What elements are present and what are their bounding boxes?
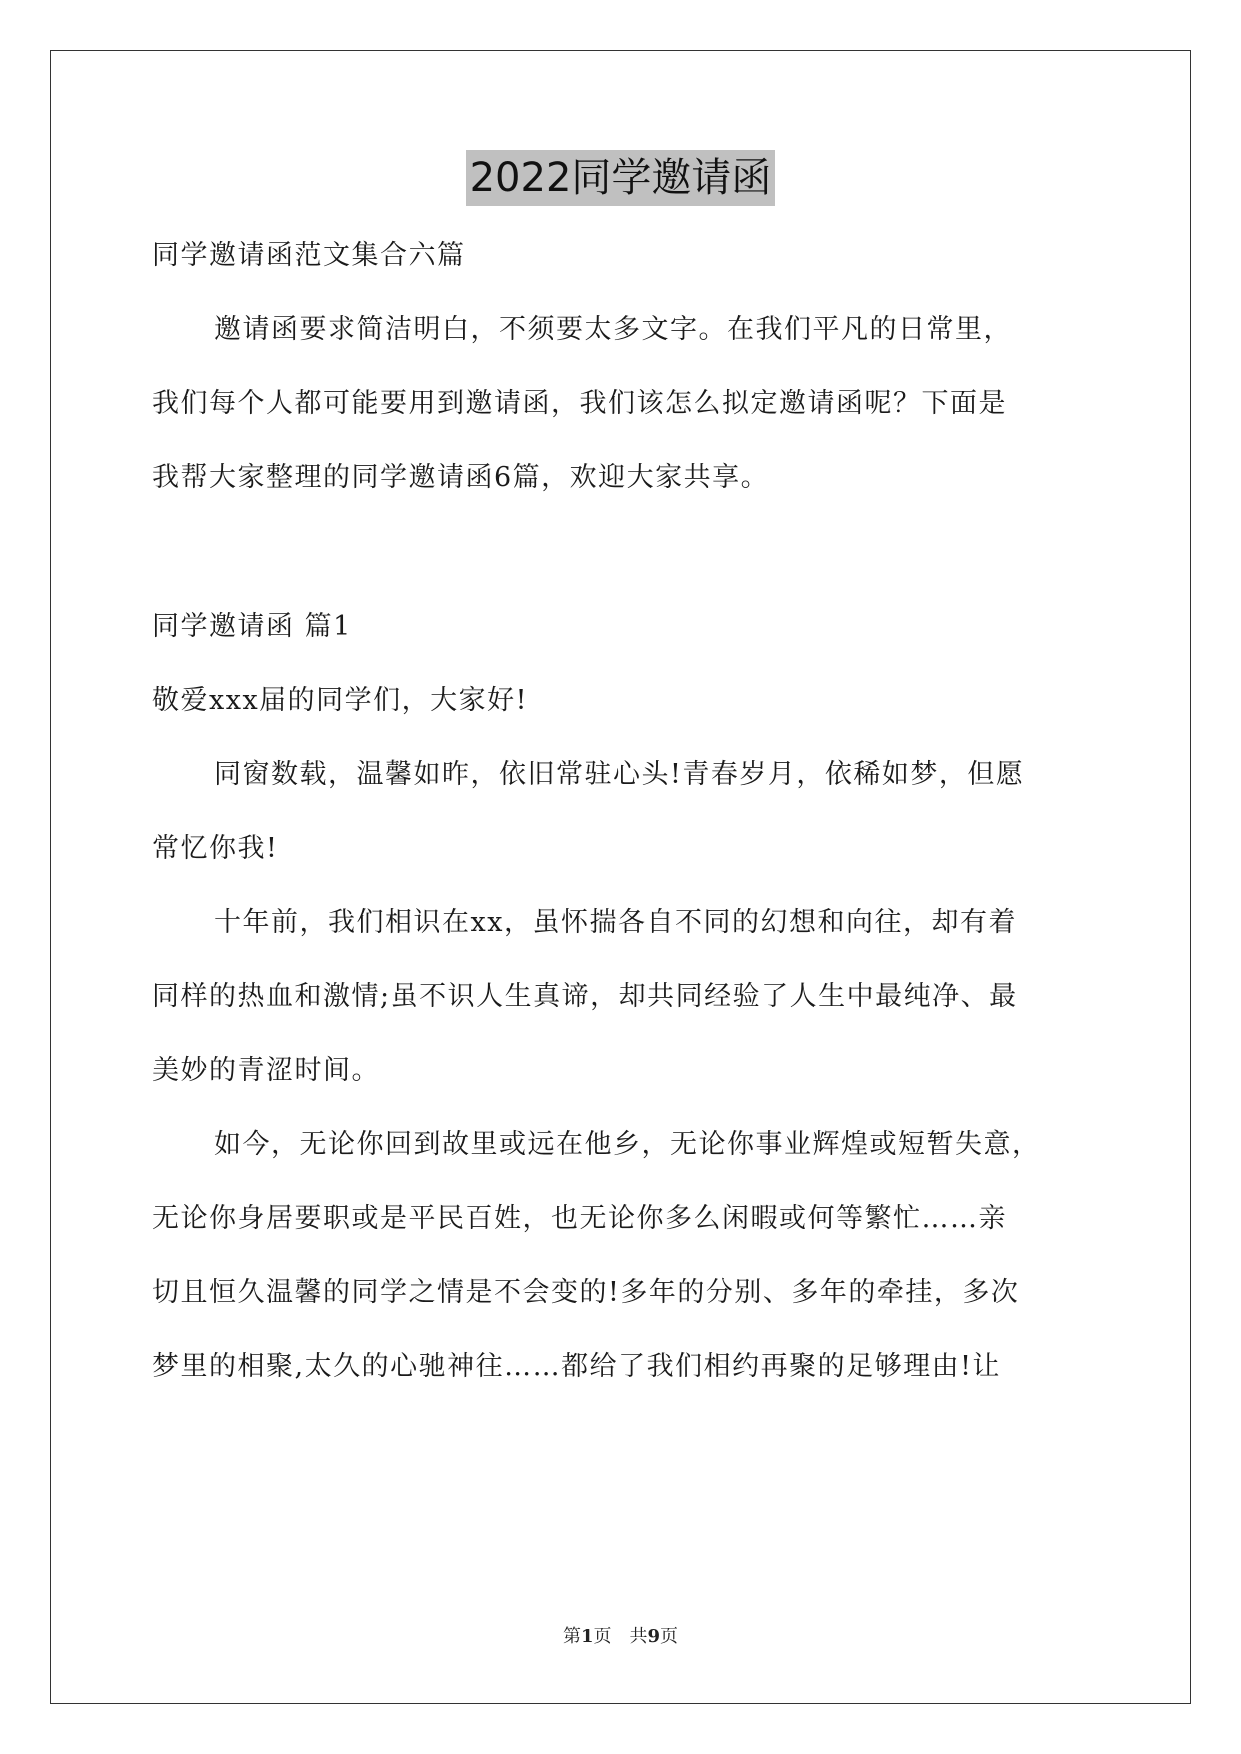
intro-line: 我帮大家整理的同学邀请函6篇，欢迎大家共享。 bbox=[152, 462, 770, 493]
footer-page-number: 1 bbox=[580, 1626, 594, 1647]
intro-line: 我们每个人都可能要用到邀请函，我们该怎么拟定邀请函呢？下面是 bbox=[152, 388, 1007, 419]
footer-total-pages: 9 bbox=[647, 1626, 661, 1647]
document-body bbox=[152, 236, 1092, 1387]
title-container bbox=[0, 150, 1241, 206]
body-line: 梦里的相聚,太久的心驰神往……都给了我们相约再聚的足够理由!让 bbox=[152, 1351, 1001, 1382]
section-heading: 同学邀请函 篇1 bbox=[152, 611, 352, 642]
footer-prefix: 第 bbox=[562, 1626, 581, 1647]
subtitle: 同学邀请函范文集合六篇 bbox=[152, 240, 466, 271]
body-line: 同窗数载，温馨如昨，依旧常驻心头!青春岁月，依稀如梦，但愿 bbox=[214, 759, 1025, 790]
intro-line: 邀请函要求简洁明白，不须要太多文字。在我们平凡的日常里， bbox=[214, 314, 1012, 345]
greeting: 敬爱xxx届的同学们，大家好! bbox=[152, 685, 529, 716]
document-title: 2022同学邀请函 bbox=[466, 150, 776, 206]
body-line: 十年前，我们相识在xx，虽怀揣各自不同的幻想和向往，却有着 bbox=[214, 907, 1017, 938]
body-line: 常忆你我! bbox=[152, 833, 279, 864]
footer-suffix: 页 bbox=[660, 1626, 679, 1647]
page-footer bbox=[0, 1622, 1241, 1648]
body-line: 美妙的青涩时间。 bbox=[152, 1055, 380, 1086]
body-line: 同样的热血和激情;虽不识人生真谛，却共同经验了人生中最纯净、最 bbox=[152, 981, 1018, 1012]
body-line: 无论你身居要职或是平民百姓，也无论你多么闲暇或何等繁忙……亲 bbox=[152, 1203, 1007, 1234]
footer-middle: 页 共 bbox=[593, 1626, 648, 1647]
body-line: 切且恒久温馨的同学之情是不会变的!多年的分别、多年的牵挂，多次 bbox=[152, 1277, 1020, 1308]
body-line: 如今，无论你回到故里或远在他乡，无论你事业辉煌或短暂失意， bbox=[214, 1129, 1041, 1160]
